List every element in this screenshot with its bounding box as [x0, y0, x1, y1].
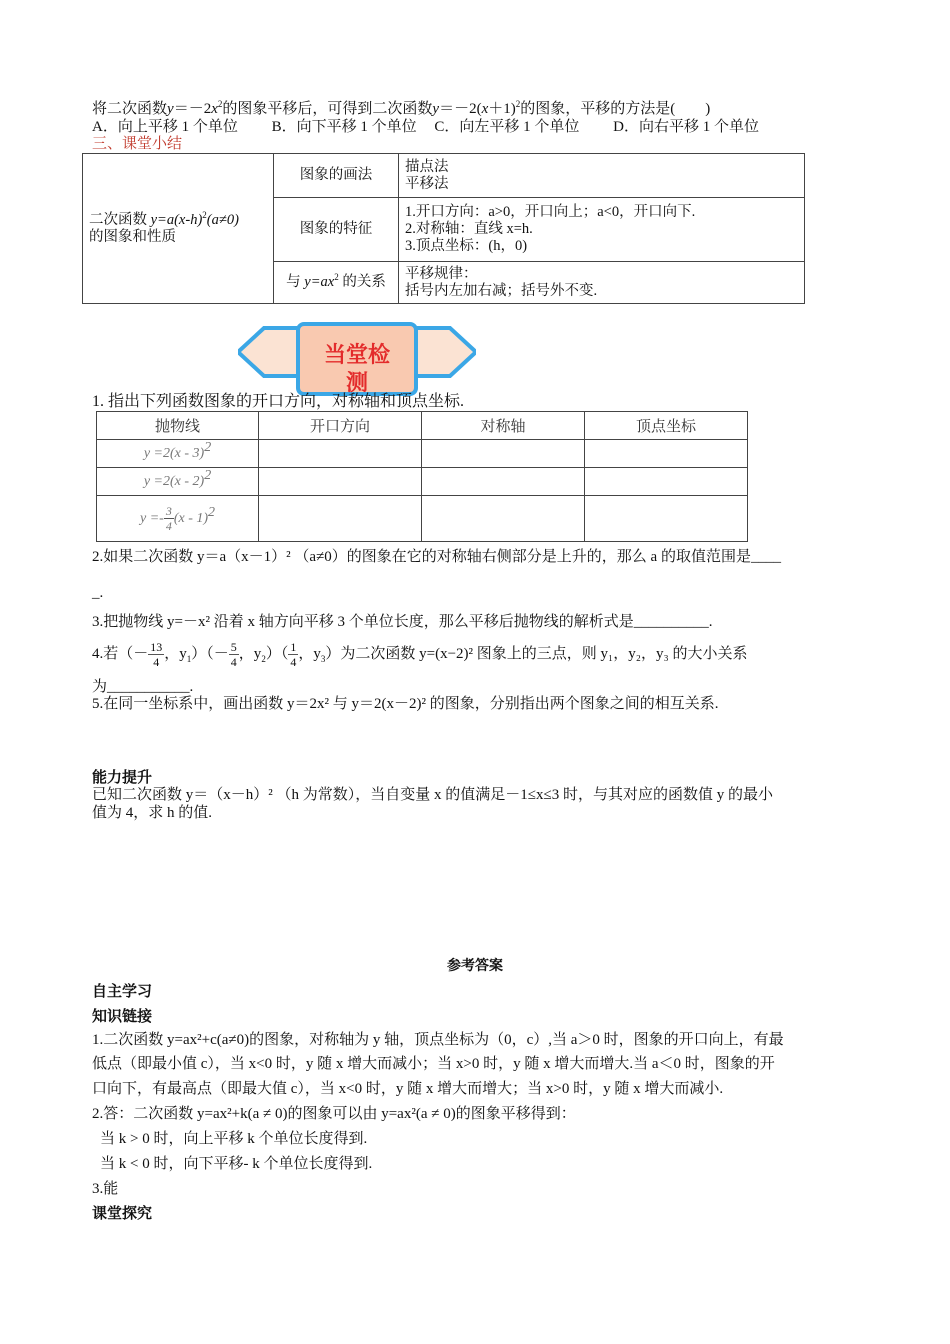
- formula-part: ＋1): [488, 101, 516, 117]
- answer-cell[interactable]: [259, 496, 422, 542]
- test-q2: 2.如果二次函数 y＝a（x－1）² （a≠0）的图象在它的对称轴右侧部分是上升的，那么 a 的取值范围是____: [92, 549, 781, 565]
- question-translation: [92, 100, 710, 118]
- answer-cell[interactable]: [585, 468, 748, 496]
- answer-3: 3.能: [92, 1181, 119, 1197]
- answers-sec-knowledge: 知识链接: [92, 1009, 153, 1025]
- func-body: (x - 1): [173, 510, 209, 526]
- formula-part: ＝－2(: [439, 101, 482, 117]
- fraction: [229, 640, 239, 669]
- q4-text: ，y: [298, 646, 321, 662]
- answer-cell[interactable]: [259, 468, 422, 496]
- answer-cell[interactable]: [259, 440, 422, 468]
- answer-2-line2: 当 k > 0 时，向上平移 k 个单位长度得到.: [100, 1131, 368, 1147]
- header-opening: 开口方向: [259, 412, 422, 440]
- test-q2-tail: _.: [92, 585, 104, 601]
- row-label-method: 图象的画法: [274, 154, 399, 198]
- func-body: (x - 2): [169, 474, 205, 489]
- row-label-features: 图象的特征: [274, 198, 399, 262]
- test-q1: 1. 指出下列函数图象的开口方向，对称轴和顶点坐标.: [92, 393, 465, 410]
- var-x: x: [481, 101, 489, 117]
- denominator: 4: [290, 655, 297, 670]
- label-part: 的关系: [338, 274, 386, 290]
- row-content-method: [399, 154, 805, 198]
- answer-cell[interactable]: [422, 468, 585, 496]
- answers-title: 参考答案: [447, 959, 503, 974]
- numerator: 13: [150, 640, 163, 655]
- q4-text: ，y: [238, 646, 262, 662]
- q4-text: 为二次函数 y=(x−2)² 图象上的三点，则 y₁，y₂，y₃ 的大小关系: [340, 646, 748, 662]
- content-line: 3.顶点坐标：(h，0): [405, 238, 528, 254]
- summary-condition: (a≠0): [206, 211, 239, 228]
- answer-1-line3: 口向下，有最高点（即最大值 c），当 x<0 时，y 随 x 增大而增大；当 x>0 时，y 随 x 增大而减小.: [92, 1081, 724, 1097]
- exponent: 2: [208, 504, 216, 520]
- option-c: C．向左平移 1 个单位: [434, 119, 580, 135]
- numerator: 1: [290, 640, 297, 655]
- exponent: 2: [202, 209, 207, 220]
- options-row: [92, 118, 759, 136]
- test-q4: 4.若（－ $\frac{13}{4}$ ，$y_1)(-$ $\frac{5}{4}$ ，$y_2$）（ $\frac{1}{4}$ ，$y_3$）为二次函数 y=(x−2)² 图象上的三点，则 y₁，y₂，y₃ 的大小关系: [92, 640, 748, 670]
- q4-text: 4.若（－: [92, 646, 149, 662]
- numerator: 5: [230, 640, 237, 655]
- fraction: [164, 504, 174, 533]
- content-line: 括号内左加右减；括号外不变.: [405, 282, 598, 299]
- fraction: [148, 640, 164, 669]
- var-y: y: [432, 101, 440, 117]
- summary-table: [82, 153, 805, 304]
- ability-line1: 已知二次函数 y＝（x－h）² （h 为常数），当自变量 x 的值满足－1≤x≤3 时，与其对应的函数值 y 的最小: [92, 787, 773, 803]
- ribbon-right-tail: [416, 328, 476, 376]
- content-line: 描点法: [405, 158, 449, 175]
- func-prefix: y =-: [139, 510, 164, 526]
- summary-formula: y=a(x-h): [150, 211, 203, 228]
- numerator: 3: [165, 504, 172, 518]
- banner-ribbon-graphic: [238, 320, 476, 400]
- ability-heading: 能力提升: [92, 770, 153, 786]
- row-label-relation: [274, 262, 399, 304]
- summary-heading: 三、课堂小结: [92, 136, 183, 152]
- denominator: 4: [153, 655, 160, 670]
- func-prefix: y =2: [143, 474, 170, 489]
- func-cell: [97, 440, 259, 468]
- banner-title-line1: 当堂检: [323, 343, 391, 368]
- content-line: 2.对称轴：直线 x=h.: [405, 221, 533, 237]
- option-b: B．向下平移 1 个单位: [271, 119, 417, 135]
- ribbon-left-tail: [238, 328, 298, 376]
- content-line: 1.开口方向：a>0，开口向上；a<0，开口向下.: [405, 204, 696, 220]
- exponent: 2: [334, 272, 339, 283]
- test-q3: 3.把抛物线 y=－x² 沿着 x 轴方向平移 3 个单位长度，那么平移后抛物线的解析式是__________.: [92, 614, 713, 630]
- label-part: 与: [286, 274, 305, 290]
- test-q5: 5.在同一坐标系中，画出函数 y＝2x² 与 y＝2(x－2)² 的图象，分别指出两个图象之间的相互关系.: [92, 696, 719, 712]
- content-line: 平移法: [405, 175, 449, 192]
- content-line: 平移规律：: [405, 265, 478, 282]
- ability-line2: 值为 4，求 h 的值.: [92, 805, 213, 821]
- exponent: 2: [515, 99, 521, 109]
- fraction: [288, 640, 298, 669]
- test-q4-line2: 为___________.: [92, 679, 194, 695]
- var-x: x: [211, 101, 218, 117]
- question-text: 的图象平移后，可得到二次函数: [222, 101, 433, 117]
- label-formula: y=ax: [304, 274, 335, 290]
- func-body: (x - 3): [169, 446, 205, 461]
- func-cell: [97, 468, 259, 496]
- exponent: 2: [204, 440, 212, 455]
- header-vertex: 顶点坐标: [585, 412, 748, 440]
- q4-text: ，y: [164, 646, 187, 662]
- header-axis: 对称轴: [422, 412, 585, 440]
- header-parabola: 抛物线: [97, 412, 259, 440]
- answer-cell[interactable]: [585, 496, 748, 542]
- answer-2-line1: 2.答：二次函数 y=ax²+k(a ≠ 0)的图象可以由 y=ax²(a ≠ 0)的图象平移得到：: [92, 1106, 576, 1122]
- banner-title-line2: 测: [345, 371, 369, 396]
- denominator: 4: [165, 519, 172, 533]
- parabola-table: [96, 411, 748, 542]
- summary-left-cell: [83, 154, 274, 304]
- var-y: y: [167, 101, 174, 117]
- answer-1-line2: 低点（即最小值 c），当 x<0 时，y 随 x 增大而减小；当 x>0 时，y 随 x 增大而增大.当 a＜0 时，图象的开: [92, 1056, 775, 1072]
- formula-part: ＝－2: [173, 101, 212, 117]
- exponent: 2: [204, 468, 212, 483]
- question-text: 的图象，平移的方法是( ): [520, 101, 711, 117]
- answer-2-line3: 当 k < 0 时，向下平移- k 个单位长度得到.: [100, 1156, 373, 1172]
- summary-label: 二次函数: [89, 211, 151, 228]
- answer-1-line1: 1.二次函数 y=ax²+c(a≠0)的图象，对称轴为 y 轴，顶点坐标为（0，c）,当 a＞0 时，图象的开口向上，有最: [92, 1032, 784, 1048]
- answers-sec-self-study: 自主学习: [92, 984, 153, 1000]
- answers-sec-explore: 课堂探究: [92, 1206, 153, 1222]
- denominator: 4: [230, 655, 237, 670]
- row-content-relation: [399, 262, 805, 304]
- answer-cell[interactable]: [422, 440, 585, 468]
- option-d: D．向右平移 1 个单位: [613, 119, 759, 135]
- answer-cell[interactable]: [585, 440, 748, 468]
- question-text: 将二次函数: [92, 101, 168, 117]
- exponent: 2: [217, 99, 223, 109]
- func-prefix: y =2: [143, 446, 170, 461]
- row-content-features: [399, 198, 805, 262]
- answer-cell[interactable]: [422, 496, 585, 542]
- option-a: A．向上平移 1 个单位: [92, 119, 238, 135]
- section-banner: [238, 320, 476, 400]
- summary-label: 的图象和性质: [89, 228, 176, 245]
- func-cell: [97, 496, 259, 542]
